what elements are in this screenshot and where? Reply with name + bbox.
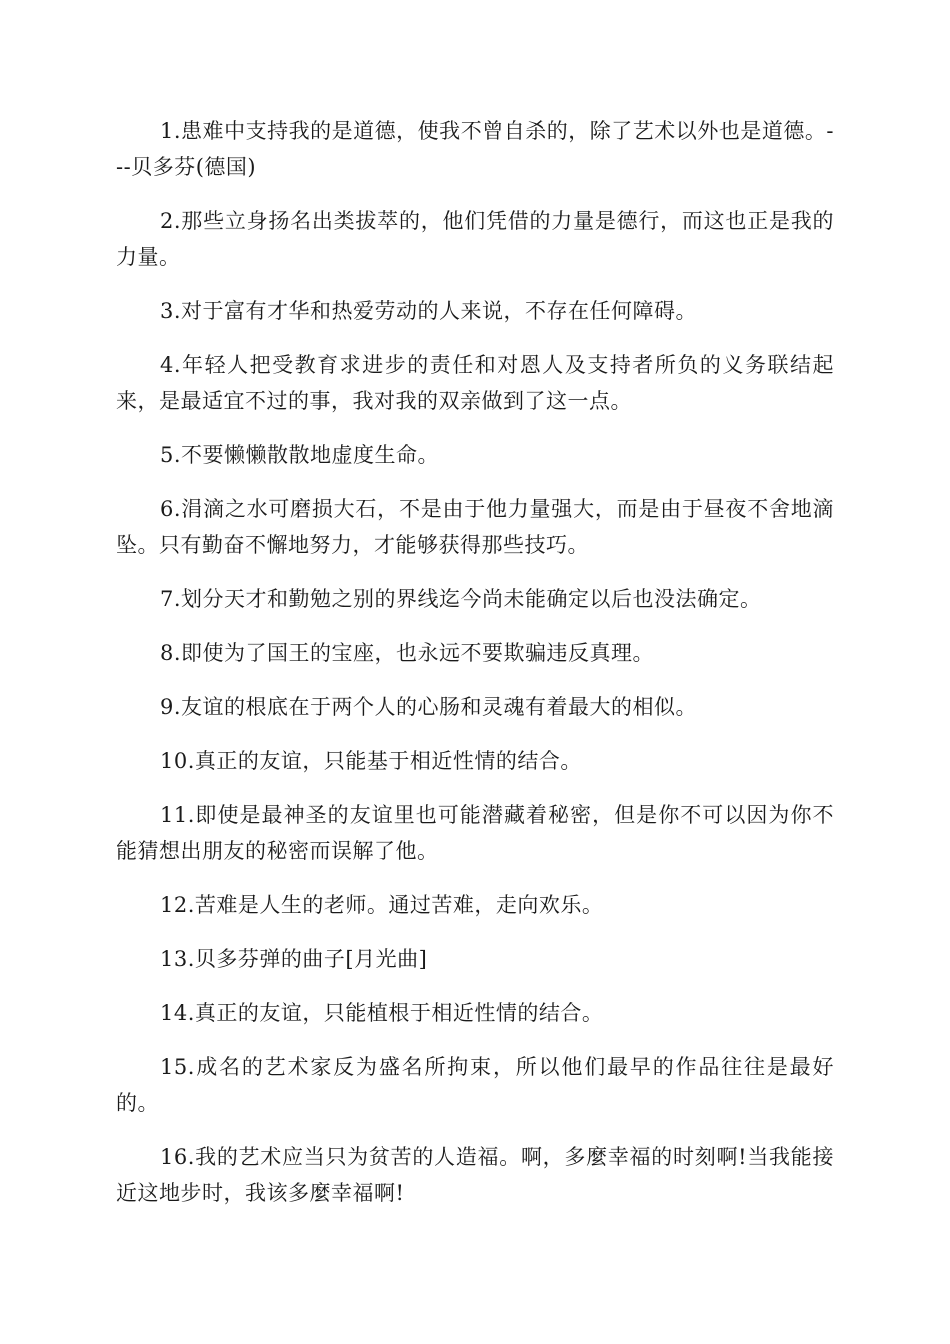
quote-paragraph-1: 1.患难中支持我的是道德，使我不曾自杀的，除了艺术以外也是道德。---贝多芬(德国)	[116, 119, 834, 179]
document-body	[116, 113, 834, 1229]
quote-paragraph-8: 8.即使为了国王的宝座，也永远不要欺骗违反真理。	[160, 641, 655, 665]
quote-paragraph-7: 7.划分天才和勤勉之别的界线迄今尚未能确定以后也没法确定。	[160, 587, 762, 611]
quote-paragraph-15: 15.成名的艺术家反为盛名所拘束，所以他们最早的作品往往是最好的。	[116, 1055, 834, 1115]
quote-paragraph-9: 9.友谊的根底在于两个人的心肠和灵魂有着最大的相似。	[160, 695, 698, 719]
quote-paragraph-6: 6.涓滴之水可磨损大石，不是由于他力量强大，而是由于昼夜不舍地滴坠。只有勤奋不懈地努力，才能够获得那些技巧。	[116, 497, 834, 557]
quote-paragraph-14: 14.真正的友谊，只能植根于相近性情的结合。	[160, 1001, 604, 1025]
quote-paragraph-13: 13.贝多芬弹的曲子[月光曲]	[160, 947, 428, 971]
quote-paragraph-4: 4.年轻人把受教育求进步的责任和对恩人及支持者所负的义务联结起来，是最适宜不过的事，我对我的双亲做到了这一点。	[116, 353, 834, 413]
quote-paragraph-12: 12.苦难是人生的老师。通过苦难，走向欢乐。	[160, 893, 604, 917]
quote-paragraph-3: 3.对于富有才华和热爱劳动的人来说，不存在任何障碍。	[160, 299, 698, 323]
quote-paragraph-2: 2.那些立身扬名出类拔萃的，他们凭借的力量是德行，而这也正是我的力量。	[116, 209, 834, 269]
quote-paragraph-5: 5.不要懒懒散散地虚度生命。	[160, 443, 440, 467]
quote-paragraph-16: 16.我的艺术应当只为贫苦的人造福。啊，多麼幸福的时刻啊!当我能接近这地步时，我该多麼幸福啊!	[116, 1145, 834, 1205]
quote-paragraph-10: 10.真正的友谊，只能基于相近性情的结合。	[160, 749, 582, 773]
quote-paragraph-11: 11.即使是最神圣的友谊里也可能潜藏着秘密，但是你不可以因为你不能猜想出朋友的秘密而误解了他。	[116, 803, 834, 863]
